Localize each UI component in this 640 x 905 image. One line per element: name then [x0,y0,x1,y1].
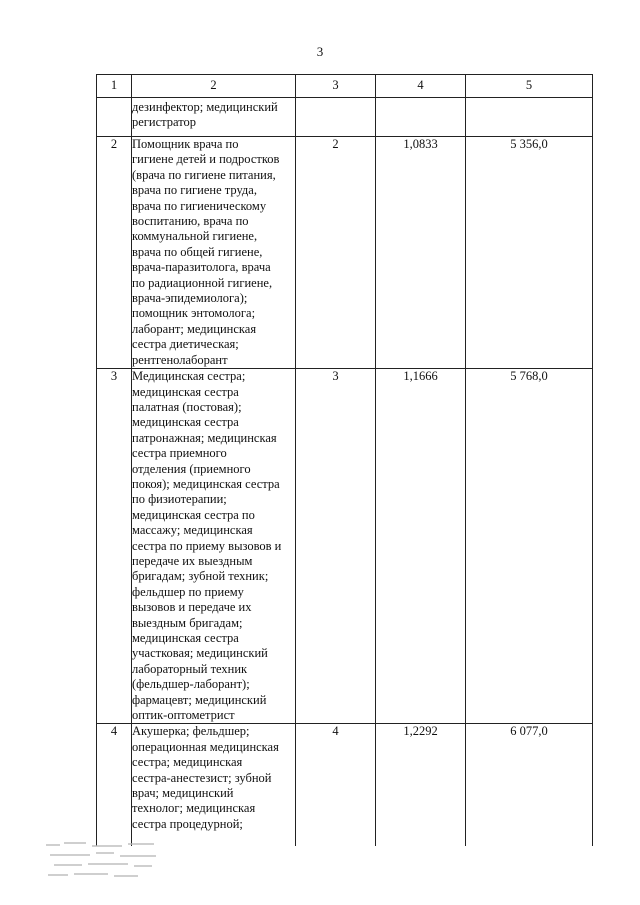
position-text-line: бригадам; зубной техник; [132,569,269,584]
position-text-line: врача-эпидемиолога); [132,291,248,306]
level-cell [296,98,376,137]
position-text-line: гигиене детей и подростков [132,152,280,167]
position-text-line: сестра диетическая; [132,337,239,352]
position-names-cell [132,98,296,137]
table-row [97,137,593,369]
staff-qualification-table [96,74,593,846]
position-text-line: вызовов и передаче их [132,600,252,615]
position-text-line: лабораторный техник [132,661,248,676]
position-text-line: лаборант; медицинская [132,321,257,336]
position-text-line: выездным бригадам; [132,615,243,630]
position-text-line: рентгенолаборант [132,352,228,367]
position-text-line: медицинская сестра [132,631,239,645]
position-text-line: (врача по гигиене питания, [132,167,276,182]
column-header-1: 1 [97,75,132,98]
position-text-line: сестра процедурной; [132,816,243,831]
position-text-line: регистратор [132,115,197,130]
page-number: 3 [316,44,324,59]
position-text-line: операционная медицинская [132,739,279,754]
position-text-line: медицинская сестра [132,415,239,430]
position-text-line: фельдшер по приему [132,584,244,599]
position-text-line: дезинфектор; медицинский [132,100,278,114]
salary-cell [466,98,593,137]
position-names-cell [132,137,296,369]
table-row [97,724,593,847]
table-row-continuation [97,98,593,137]
level-cell: 3 [296,369,376,724]
level-cell: 4 [296,724,376,847]
table-header-row [97,75,593,98]
position-text-line: патронажная; медицинская [132,430,277,445]
row-number-cell: 3 [97,369,132,724]
position-text-line: массажу; медицинская [132,523,253,538]
row-number-cell [97,98,132,137]
level-cell: 2 [296,137,376,369]
coefficient-cell: 1,2292 [376,724,466,847]
position-text-line: фармацевт; медицинский [132,692,267,707]
position-text-line: воспитанию, врача по [132,214,249,229]
position-text-line: Помощник врача по [132,137,239,151]
position-text-line: покоя); медицинская сестра [132,476,280,491]
position-text-line: отделения (приемного [132,461,251,476]
position-names-cell [132,724,296,847]
salary-cell: 5 356,0 [466,137,593,369]
coefficient-cell [376,98,466,137]
position-names-cell [132,369,296,724]
position-text-line: Акушерка; фельдшер; [132,724,250,739]
coefficient-cell: 1,0833 [376,137,466,369]
position-text-line: Медицинская сестра; [132,369,246,384]
position-text-line: (фельдшер-лаборант); [132,677,250,692]
position-text-line: по физиотерапии; [132,492,227,507]
position-text-line: участковая; медицинский [132,646,268,661]
position-text-line: оптик-оптометрист [132,708,235,723]
position-text-line: сестра приемного [132,446,227,461]
column-header-2: 2 [132,75,296,98]
salary-cell: 6 077,0 [466,724,593,847]
position-text-line: передаче их выездным [132,553,253,568]
position-text-line: коммунальной гигиене, [132,229,258,244]
position-text-line: врача по общей гигиене, [132,244,263,259]
row-number-cell: 2 [97,137,132,369]
position-text-line: медицинская сестра [132,384,239,399]
position-text-line: сестра-анестезист; зубной [132,770,272,785]
table-row [97,369,593,724]
position-text-line: врача-паразитолога, врача [132,260,271,275]
scan-artifact-stamp [44,838,164,882]
column-header-4: 4 [376,75,466,98]
position-text-line: врач; медицинский [132,786,234,801]
position-text-line: технолог; медицинская [132,801,256,816]
position-text-line: палатная (постовая); [132,399,242,414]
position-text-line: по радиационной гигиене, [132,275,273,290]
position-text-line: сестра; медицинская [132,755,243,770]
position-text-line: помощник энтомолога; [132,306,256,321]
position-text-line: сестра по приему вызовов и [132,538,282,553]
column-header-5: 5 [466,75,593,98]
position-text-line: врача по гигиеническому [132,198,267,213]
position-text-line: врача по гигиене труда, [132,183,257,198]
column-header-3: 3 [296,75,376,98]
coefficient-cell: 1,1666 [376,369,466,724]
position-text-line: медицинская сестра по [132,507,255,522]
row-number-cell: 4 [97,724,132,847]
salary-cell: 5 768,0 [466,369,593,724]
